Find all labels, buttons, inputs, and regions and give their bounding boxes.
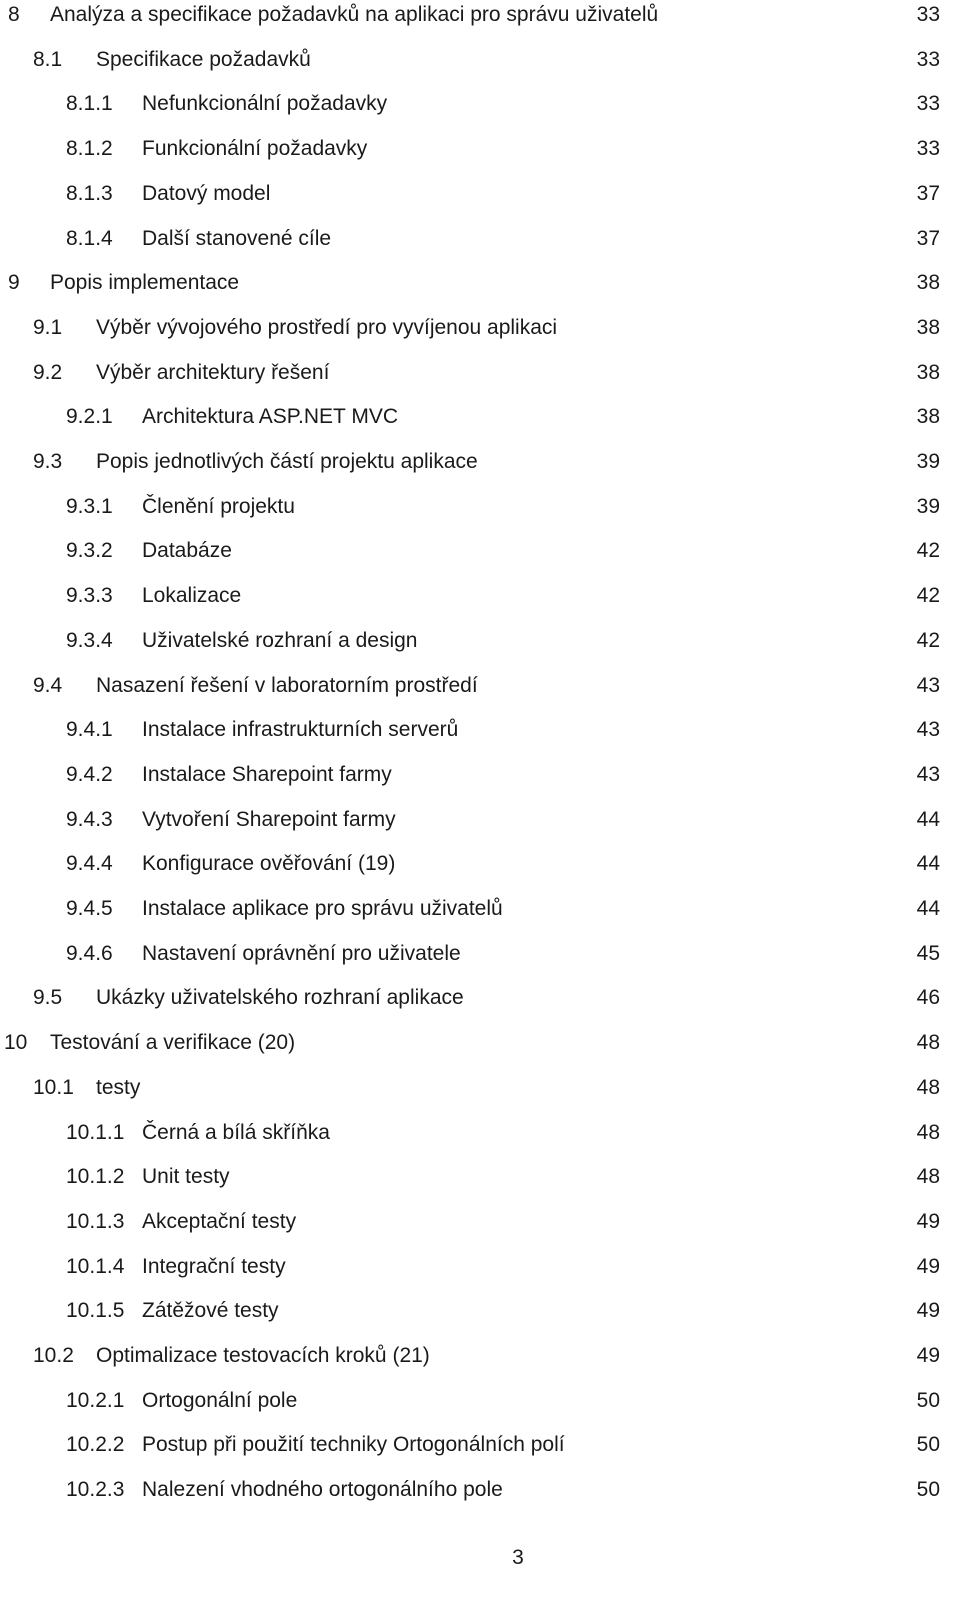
toc-entry-number: 9.3.1 bbox=[66, 494, 113, 518]
toc-entry[interactable] bbox=[0, 1296, 940, 1326]
toc-entry-number: 10.2 bbox=[33, 1344, 74, 1367]
toc-entry-number: 9.4.4 bbox=[66, 852, 113, 876]
toc-entry-page: 37 bbox=[916, 226, 940, 250]
toc-entry-number: 10.1 bbox=[33, 1075, 74, 1099]
toc-entry-number: 9.3.4 bbox=[66, 628, 113, 652]
toc-entry-page: 33 bbox=[916, 47, 940, 71]
toc-entry-number: 9.3.3 bbox=[66, 584, 113, 608]
toc-entry-number: 8.1.2 bbox=[66, 137, 113, 161]
toc-entry-title: Specifikace požadavků bbox=[96, 47, 311, 71]
toc-entry[interactable] bbox=[0, 894, 940, 924]
toc-entry-number: 10.1.3 bbox=[66, 1209, 125, 1233]
toc-entry-title: Databáze bbox=[142, 539, 232, 563]
toc-entry-title: Unit testy bbox=[142, 1165, 230, 1189]
toc-entry-title: Ukázky uživatelského rozhraní aplikace bbox=[96, 986, 464, 1010]
toc-entry[interactable] bbox=[0, 179, 940, 209]
toc-entry-number: 8.1.1 bbox=[66, 92, 113, 116]
toc-entry[interactable] bbox=[0, 626, 940, 656]
toc-entry[interactable] bbox=[0, 983, 940, 1013]
toc-entry-page: 48 bbox=[916, 1075, 940, 1099]
toc-entry[interactable] bbox=[0, 447, 940, 477]
toc-entry-title: Instalace Sharepoint farmy bbox=[142, 762, 392, 786]
toc-entry-page: 43 bbox=[916, 673, 940, 697]
toc-entry-number: 9.4 bbox=[33, 673, 63, 697]
toc-entry[interactable] bbox=[0, 402, 940, 432]
toc-entry-number: 9.4.6 bbox=[66, 941, 113, 965]
toc-entry-page: 38 bbox=[916, 271, 940, 295]
toc-entry[interactable] bbox=[0, 224, 940, 254]
toc-entry-title: Ortogonální pole bbox=[142, 1388, 298, 1412]
toc-entry-page: 33 bbox=[916, 92, 940, 116]
toc-entry-number: 10.2.3 bbox=[66, 1478, 125, 1502]
toc-entry[interactable] bbox=[0, 1386, 940, 1416]
toc-entry-page: 49 bbox=[916, 1209, 940, 1233]
toc-entry-page: 42 bbox=[916, 628, 940, 652]
toc-entry-number: 10.1.1 bbox=[66, 1120, 125, 1144]
toc-entry-page: 48 bbox=[916, 1120, 940, 1144]
toc-entry-page: 49 bbox=[916, 1299, 940, 1323]
toc-entry-page: 39 bbox=[916, 494, 940, 518]
toc-entry-number: 9.2 bbox=[33, 360, 63, 384]
toc-entry-title: Akceptační testy bbox=[142, 1209, 297, 1233]
toc-entry-number: 8.1 bbox=[33, 47, 63, 71]
toc-entry-number: 9.4.5 bbox=[66, 897, 113, 920]
toc-entry[interactable] bbox=[0, 134, 940, 164]
toc-entry[interactable] bbox=[0, 313, 940, 343]
toc-entry-page: 43 bbox=[916, 718, 940, 742]
toc-entry-number: 9.1 bbox=[33, 315, 63, 339]
toc-entry-title: Funkcionální požadavky bbox=[142, 137, 368, 161]
toc-entry-page: 33 bbox=[916, 3, 940, 26]
toc-entry-page: 50 bbox=[916, 1388, 940, 1412]
toc-entry-title: Černá a bílá skříňka bbox=[142, 1120, 330, 1144]
toc-entry-page: 39 bbox=[916, 450, 940, 473]
toc-entry-title: Nastavení oprávnění pro uživatele bbox=[142, 941, 461, 965]
toc-entry-title: Instalace infrastrukturních serverů bbox=[142, 718, 459, 742]
toc-entry-number: 9.5 bbox=[33, 986, 63, 1010]
toc-entry-title: Architektura ASP.NET MVC bbox=[142, 405, 398, 429]
toc-entry-number: 8.1.4 bbox=[66, 226, 113, 250]
toc-entry-number: 9.2.1 bbox=[66, 405, 113, 429]
toc-entry-page: 48 bbox=[916, 1165, 940, 1189]
toc-entry-title: Výběr vývojového prostředí pro vyvíjenou aplikaci bbox=[96, 315, 558, 339]
toc-entry[interactable] bbox=[0, 1118, 940, 1148]
toc-entry-number: 10.1.2 bbox=[66, 1165, 125, 1189]
toc-entry-title: Integrační testy bbox=[142, 1254, 286, 1278]
toc-entry-page: 42 bbox=[916, 539, 940, 563]
toc-entry[interactable] bbox=[0, 581, 940, 611]
toc-entry-title: Nefunkcionální požadavky bbox=[142, 92, 388, 116]
toc-entry-page: 43 bbox=[916, 762, 940, 786]
toc-entry-title: Popis jednotlivých částí projektu aplikace bbox=[96, 450, 478, 473]
page-number: 3 bbox=[512, 1546, 524, 1569]
toc-entry[interactable] bbox=[0, 671, 940, 701]
toc-entry-page: 49 bbox=[916, 1344, 940, 1367]
toc-entry-title: Popis implementace bbox=[50, 271, 240, 295]
toc-entry-page: 33 bbox=[916, 137, 940, 161]
toc-entry-page: 49 bbox=[916, 1254, 940, 1278]
toc-entry[interactable] bbox=[0, 849, 940, 879]
toc-entry[interactable] bbox=[0, 939, 940, 969]
toc-entry[interactable] bbox=[0, 45, 940, 75]
toc-entry-title: Členění projektu bbox=[142, 494, 295, 518]
toc-entry-title: Nasazení řešení v laboratorním prostředí bbox=[96, 673, 478, 697]
toc-entry-page: 37 bbox=[916, 181, 940, 205]
toc-entry-number: 9 bbox=[8, 271, 20, 295]
toc-entry-page: 38 bbox=[916, 315, 940, 339]
toc-entry-page: 44 bbox=[916, 897, 940, 920]
toc-entry-title: Nalezení vhodného ortogonálního pole bbox=[142, 1478, 503, 1502]
toc-entry[interactable] bbox=[0, 89, 940, 119]
toc-entry-title: Postup při použití techniky Ortogonálních polí bbox=[142, 1433, 565, 1457]
toc-entry-title: Testování a verifikace (20) bbox=[50, 1031, 296, 1055]
toc-entry[interactable] bbox=[0, 492, 940, 522]
toc-entry-title: Konfigurace ověřování (19) bbox=[142, 852, 396, 876]
toc-entry-number: 9.4.1 bbox=[66, 718, 113, 742]
toc-entry-number: 9.4.3 bbox=[66, 807, 113, 831]
toc-entry[interactable] bbox=[0, 1207, 940, 1237]
toc-entry[interactable] bbox=[0, 1162, 940, 1192]
toc-entry-page: 46 bbox=[916, 986, 940, 1010]
toc-entry-page: 44 bbox=[916, 807, 940, 831]
toc-entry-title: Vytvoření Sharepoint farmy bbox=[142, 807, 396, 831]
toc-entry-number: 10 bbox=[4, 1031, 28, 1055]
toc-entry[interactable] bbox=[0, 1430, 940, 1460]
toc-entry[interactable] bbox=[0, 1252, 940, 1282]
toc-entry-page: 44 bbox=[916, 852, 940, 876]
toc-entry-page: 48 bbox=[916, 1031, 940, 1055]
toc-entry[interactable] bbox=[0, 536, 940, 566]
toc-entry-page: 50 bbox=[916, 1433, 940, 1457]
toc-entry-page: 42 bbox=[916, 584, 940, 608]
toc-entry[interactable] bbox=[0, 0, 940, 30]
toc-entry-title: Datový model bbox=[142, 181, 271, 205]
toc-entry-page: 38 bbox=[916, 405, 940, 429]
toc-entry[interactable] bbox=[0, 1028, 940, 1058]
toc-entry[interactable] bbox=[0, 1341, 940, 1371]
toc-entry-title: Další stanovené cíle bbox=[142, 226, 332, 250]
toc-entry-number: 8 bbox=[8, 3, 20, 26]
toc-entry-number: 8.1.3 bbox=[66, 181, 113, 205]
toc-entry-title: Analýza a specifikace požadavků na aplikaci pro správu uživatelů bbox=[50, 3, 659, 26]
toc-entry-page: 50 bbox=[916, 1478, 940, 1502]
toc-entry-page: 38 bbox=[916, 360, 940, 384]
toc-entry[interactable] bbox=[0, 268, 940, 298]
toc-entry[interactable] bbox=[0, 358, 940, 388]
toc-entry-number: 10.1.5 bbox=[66, 1299, 125, 1323]
toc-entry[interactable] bbox=[0, 1073, 940, 1103]
toc-entry-title: Lokalizace bbox=[142, 584, 242, 608]
toc-entry-number: 9.4.2 bbox=[66, 762, 113, 786]
toc-entry[interactable] bbox=[0, 1475, 940, 1505]
toc-entry-title: testy bbox=[96, 1075, 141, 1099]
toc-entry-page: 45 bbox=[916, 941, 940, 965]
toc-entry-number: 9.3 bbox=[33, 450, 63, 473]
toc-entry-number: 10.2.1 bbox=[66, 1388, 125, 1412]
toc-entry-number: 10.2.2 bbox=[66, 1433, 125, 1457]
toc-entry-title: Instalace aplikace pro správu uživatelů bbox=[142, 897, 503, 920]
toc-entry[interactable] bbox=[0, 760, 940, 790]
toc-entry-title: Výběr architektury řešení bbox=[96, 360, 330, 384]
toc-entry-number: 10.1.4 bbox=[66, 1254, 125, 1278]
toc-entry[interactable] bbox=[0, 715, 940, 745]
toc-entry-title: Uživatelské rozhraní a design bbox=[142, 628, 418, 652]
toc-entry-title: Zátěžové testy bbox=[142, 1299, 279, 1323]
toc-entry[interactable] bbox=[0, 805, 940, 835]
toc-entry-title: Optimalizace testovacích kroků (21) bbox=[96, 1344, 430, 1367]
toc-entry-number: 9.3.2 bbox=[66, 539, 113, 563]
